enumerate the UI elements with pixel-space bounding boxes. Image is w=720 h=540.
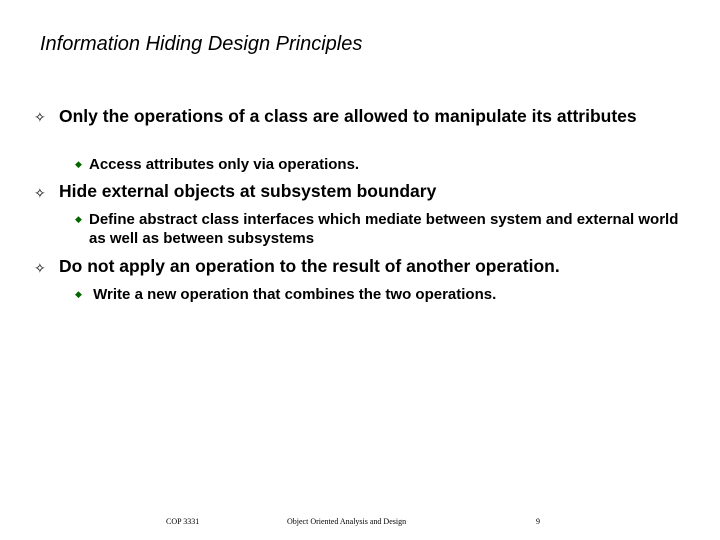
footer-subject: Object Oriented Analysis and Design (287, 517, 407, 526)
diamond-bullet-icon: ◆ (75, 289, 82, 299)
sub-bullet-text: Define abstract class interfaces which mediate between system and external world as well as between subsystems (89, 211, 679, 247)
footer-page-number: 9 (536, 517, 540, 526)
diamond-star-bullet-icon: ✧ (34, 109, 46, 125)
diamond-bullet-icon: ◆ (75, 214, 82, 224)
sub-bullet-text: Write a new operation that combines the two operations. (89, 286, 497, 303)
slide-title: Information Hiding Design Principles (40, 33, 363, 55)
sub-bullet-text: Access attributes only via operations. (89, 156, 360, 173)
bullet-text: Do not apply an operation to the result of another operation. (59, 256, 560, 276)
footer-course: COP 3331 (166, 517, 200, 526)
diamond-star-bullet-icon: ✧ (34, 185, 46, 201)
bullet-text: Hide external objects at subsystem boundary (59, 181, 437, 201)
bullet-text: Only the operations of a class are allowed to manipulate its attributes (59, 106, 637, 126)
diamond-bullet-icon: ◆ (75, 159, 82, 169)
diamond-star-bullet-icon: ✧ (34, 260, 46, 276)
